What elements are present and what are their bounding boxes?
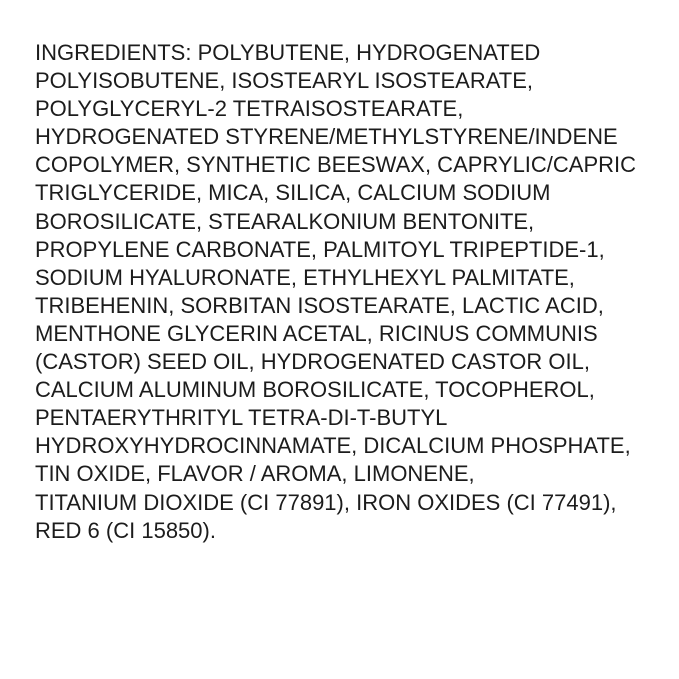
ingredients-line: PROPYLENE CARBONATE, PALMITOYL TRIPEPTIDE-1, [35, 236, 605, 262]
ingredients-line: CALCIUM ALUMINUM BOROSILICATE, TOCOPHEROL, [35, 377, 595, 403]
ingredients-line: HYDROXYHYDROCINNAMATE, DICALCIUM PHOSPHATE, [35, 433, 631, 459]
ingredients-text-block [35, 39, 636, 545]
ingredients-line: PENTAERYTHRITYL TETRA-DI-T-BUTYL [35, 405, 448, 431]
ingredients-line: RED 6 (CI 15850). [35, 517, 216, 543]
ingredients-line: TITANIUM DIOXIDE (CI 77891), IRON OXIDES (CI 77491), [35, 489, 617, 515]
ingredients-line: SODIUM HYALURONATE, ETHYLHEXYL PALMITATE, [35, 264, 575, 290]
ingredients-line: INGREDIENTS: POLYBUTENE, HYDROGENATED [35, 40, 541, 65]
ingredients-line: TRIBEHENIN, SORBITAN ISOSTEARATE, LACTIC ACID, [35, 292, 604, 318]
ingredients-line: TIN OXIDE, FLAVOR / AROMA, LIMONENE, [35, 461, 475, 487]
ingredients-line: TRIGLYCERIDE, MICA, SILICA, CALCIUM SODIUM [35, 180, 551, 206]
ingredients-line: POLYISOBUTENE, ISOSTEARYL ISOSTEARATE, [35, 68, 533, 94]
ingredients-line: MENTHONE GLYCERIN ACETAL, RICINUS COMMUNIS [35, 320, 598, 346]
ingredients-line: (CASTOR) SEED OIL, HYDROGENATED CASTOR OIL, [35, 349, 590, 375]
ingredients-line: POLYGLYCERYL-2 TETRAISOSTEARATE, [35, 96, 464, 122]
ingredients-line: HYDROGENATED STYRENE/METHYLSTYRENE/INDENE [35, 124, 618, 150]
ingredients-line: BOROSILICATE, STEARALKONIUM BENTONITE, [35, 208, 535, 234]
ingredients-line: COPOLYMER, SYNTHETIC BEESWAX, CAPRYLIC/CAPRIC [35, 152, 637, 178]
